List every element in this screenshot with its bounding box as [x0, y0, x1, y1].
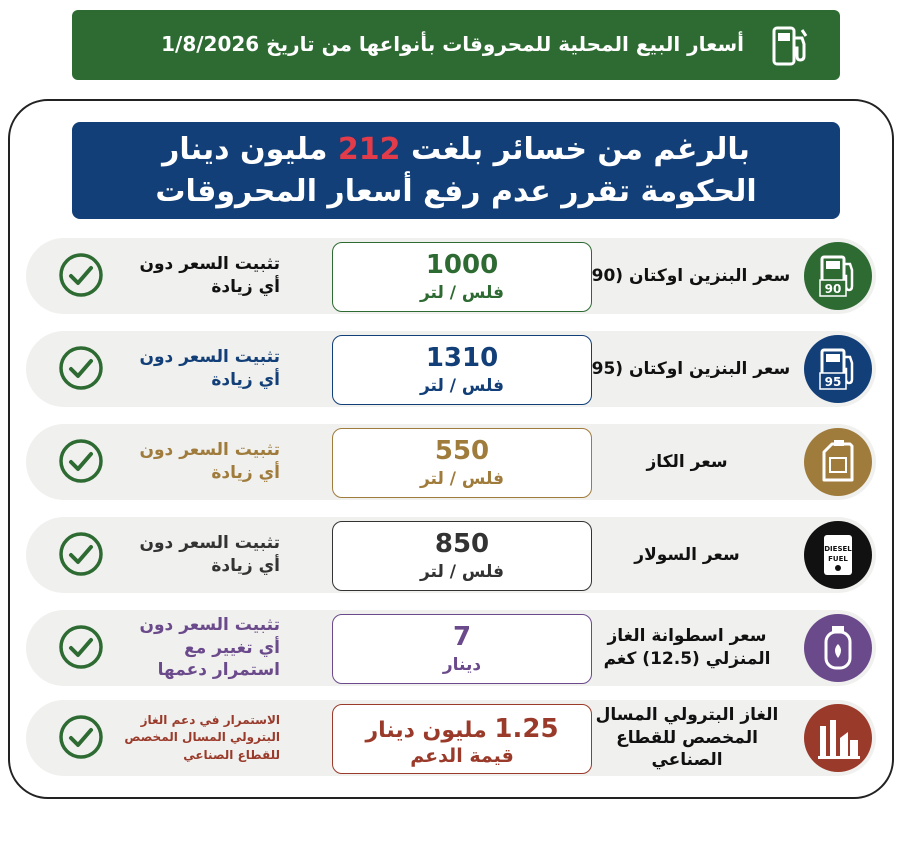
price-box: [332, 242, 592, 312]
fuel-row-diesel: [26, 517, 876, 593]
fuel-name: سعر البنزين اوكتان (95: [591, 358, 791, 379]
loss-amount: 212: [337, 132, 401, 167]
gasoline-90-icon: [804, 242, 872, 310]
subsidy-unit: مليون دينار: [365, 718, 487, 743]
fuel-name: سعر الكاز: [646, 451, 728, 472]
price-value: 7: [452, 622, 472, 652]
check-circle-icon: [58, 714, 104, 760]
factory-icon: [804, 704, 872, 772]
status-text: تثبيت السعر دون أي زيادة: [139, 440, 280, 483]
fuel-pump-icon: [768, 24, 812, 68]
fuel-name: الغاز البترولي المسال المخصص للقطاع الصناعي: [595, 704, 779, 771]
status-text: تثبيت السعر دون أي زيادة: [139, 254, 280, 297]
price-value: 1310: [425, 343, 499, 373]
check-circle-icon: [58, 624, 104, 670]
gas-cylinder-icon: [804, 614, 872, 682]
price-unit: دينار: [442, 655, 482, 675]
price-value: 850: [434, 529, 490, 559]
fuel-row-gas-cylinder: [26, 610, 876, 686]
top-banner-title: أسعار البيع المحلية للمحروقات بأنواعها من تاريخ 1/8/2026: [161, 32, 744, 56]
status-text: تثبيت السعر دون أي تغيير مع استمرار دعمها: [139, 614, 280, 681]
fuel-row-kerosene: [26, 424, 876, 500]
price-unit: قيمة الدعم: [410, 745, 514, 767]
icon-label-fuel: FUEL: [828, 555, 848, 563]
fuel-row-industrial-lpg: [26, 700, 876, 776]
fuel-name: سعر اسطوانة الغاز المنزلي (12.5) كغم: [603, 626, 771, 669]
fuel-row-gasoline-90: [26, 238, 876, 314]
status-text: الاستمرار في دعم الغاز البترولي المسال المخصص للقطاع الصناعي: [124, 712, 280, 762]
status-text: تثبيت السعر دون أي زيادة: [139, 347, 280, 390]
price-box: [332, 335, 592, 405]
price-box: [332, 521, 592, 591]
price-unit: فلس / لتر: [419, 562, 505, 582]
check-circle-icon: [58, 345, 104, 391]
price-value: [333, 714, 591, 744]
price-box: [332, 614, 592, 684]
price-box: [332, 428, 592, 498]
top-banner: [72, 10, 840, 80]
price-value: 1000: [425, 250, 499, 280]
price-value: 550: [434, 436, 490, 466]
icon-label-90: 90: [824, 282, 842, 296]
price-unit: فلس / لتر: [419, 283, 505, 303]
kerosene-can-icon: [804, 428, 872, 496]
diesel-icon: [804, 521, 872, 589]
fuel-name: سعر البنزين اوكتان (90: [591, 265, 791, 286]
price-box: [332, 704, 592, 774]
headline-box: [72, 122, 840, 219]
check-circle-icon: [58, 438, 104, 484]
fuel-row-gasoline-95: [26, 331, 876, 407]
price-unit: فلس / لتر: [419, 469, 505, 489]
price-unit: فلس / لتر: [419, 376, 505, 396]
headline-line-1: [72, 132, 840, 167]
gasoline-95-icon: [804, 335, 872, 403]
fuel-name: سعر السولار: [634, 544, 740, 565]
headline-text-before: بالرغم من خسائر بلغت: [410, 132, 750, 167]
icon-label-diesel: DIESEL: [824, 545, 852, 553]
headline-line-2: الحكومة تقرر عدم رفع أسعار المحروقات: [155, 174, 757, 209]
status-text: تثبيت السعر دون أي زيادة: [139, 533, 280, 576]
check-circle-icon: [58, 531, 104, 577]
headline-text-after: مليون دينار: [162, 132, 328, 167]
icon-label-95: 95: [824, 375, 842, 389]
check-circle-icon: [58, 252, 104, 298]
subsidy-amount: 1.25: [494, 714, 559, 744]
